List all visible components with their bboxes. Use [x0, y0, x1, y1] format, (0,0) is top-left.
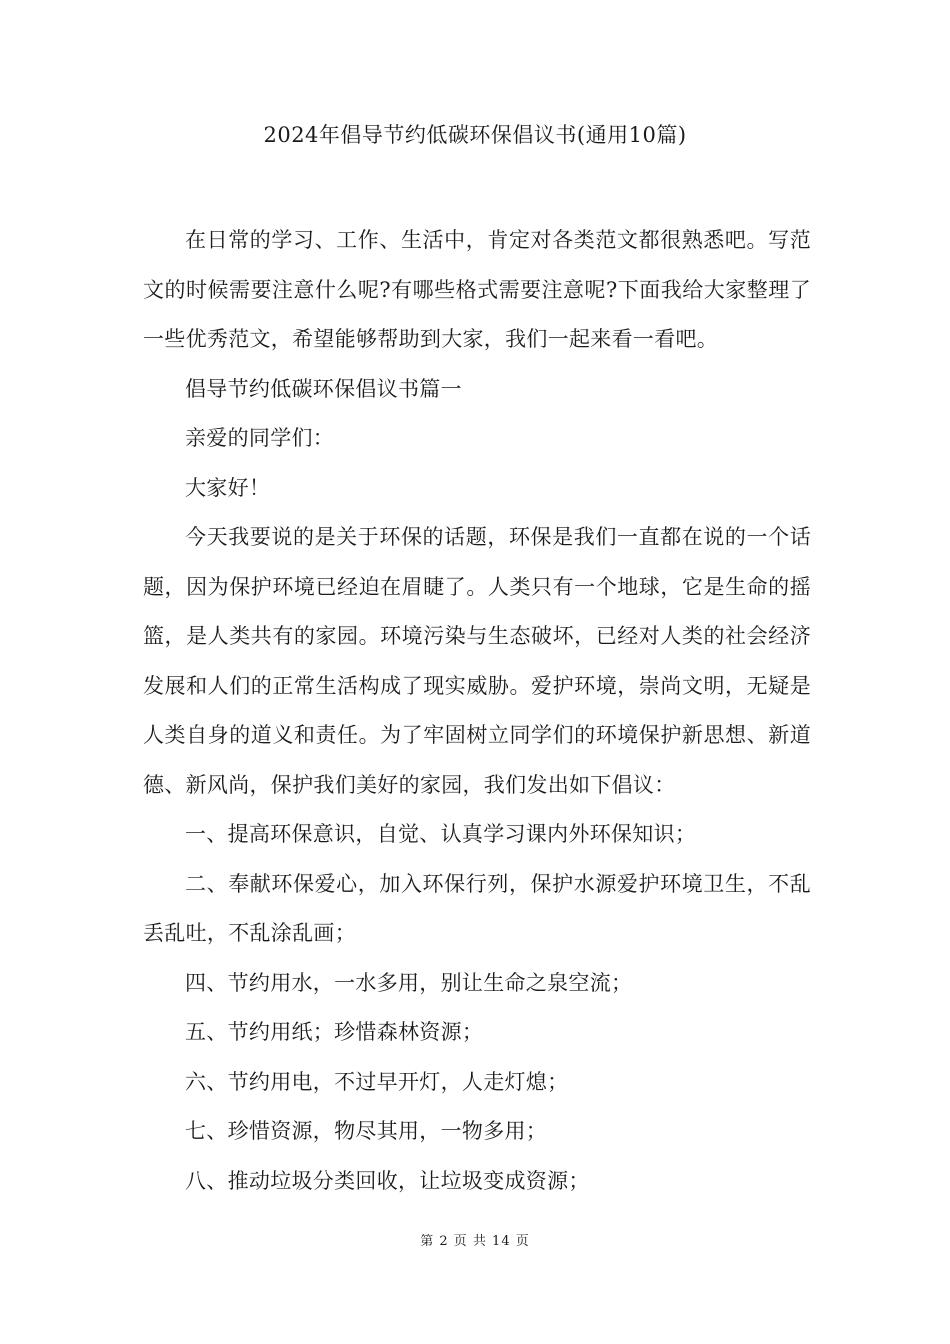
proposal-item: 一、提高环保意识，自觉、认真学习课内外环保知识；	[185, 822, 697, 846]
main-paragraph: 今天我要说的是关于环保的话题，环保是我们一直都在说的一个话题，因为保护环境已经迫在眉睫了。人类只有一个地球，它是生命的摇篮，是人类共有的家园。环境污染与生态破坏，已经对人类的社会经济发展和人们的正常生活构成了现实威胁。爱护环境，崇尚文明，无疑是人类自身的道义和责任。为了牢固树立同学们的环境保护新思想、新道德、新风尚，保护我们美好的家园，我们发出如下倡议：	[143, 525, 811, 797]
proposal-item: 四、节约用水，一水多用，别让生命之泉空流；	[185, 970, 633, 995]
proposal-item: 二、奉献环保爱心，加入环保行列，保护水源爱护环境卫生，不乱丢乱吐，不乱涂乱画；	[143, 871, 811, 945]
proposal-item: 五、节约用纸；珍惜森林资源；	[185, 1020, 484, 1044]
section-heading: 倡导节约低碳环保倡议书篇一	[185, 376, 462, 401]
greeting: 大家好！	[185, 475, 271, 500]
page-number-footer: 第 2 页 共 14 页	[420, 1234, 530, 1249]
proposal-item: 七、珍惜资源，物尽其用，一物多用；	[185, 1119, 548, 1143]
salutation: 亲爱的同学们：	[185, 426, 335, 450]
proposal-item: 六、节约用电，不过早开灯，人走灯熄；	[185, 1069, 569, 1094]
proposal-item: 八、推动垃圾分类回收，让垃圾变成资源；	[185, 1168, 590, 1193]
intro-paragraph: 在日常的学习、工作、生活中，肯定对各类范文都很熟悉吧。写范文的时候需要注意什么呢?有哪些格式需要注意呢?下面我给大家整理了一些优秀范文，希望能够帮助到大家，我们一起来看一看吧。	[143, 228, 811, 351]
document-body	[143, 216, 811, 1206]
document-title: 2024年倡导节约低碳环保倡议书(通用10篇)	[263, 123, 687, 147]
